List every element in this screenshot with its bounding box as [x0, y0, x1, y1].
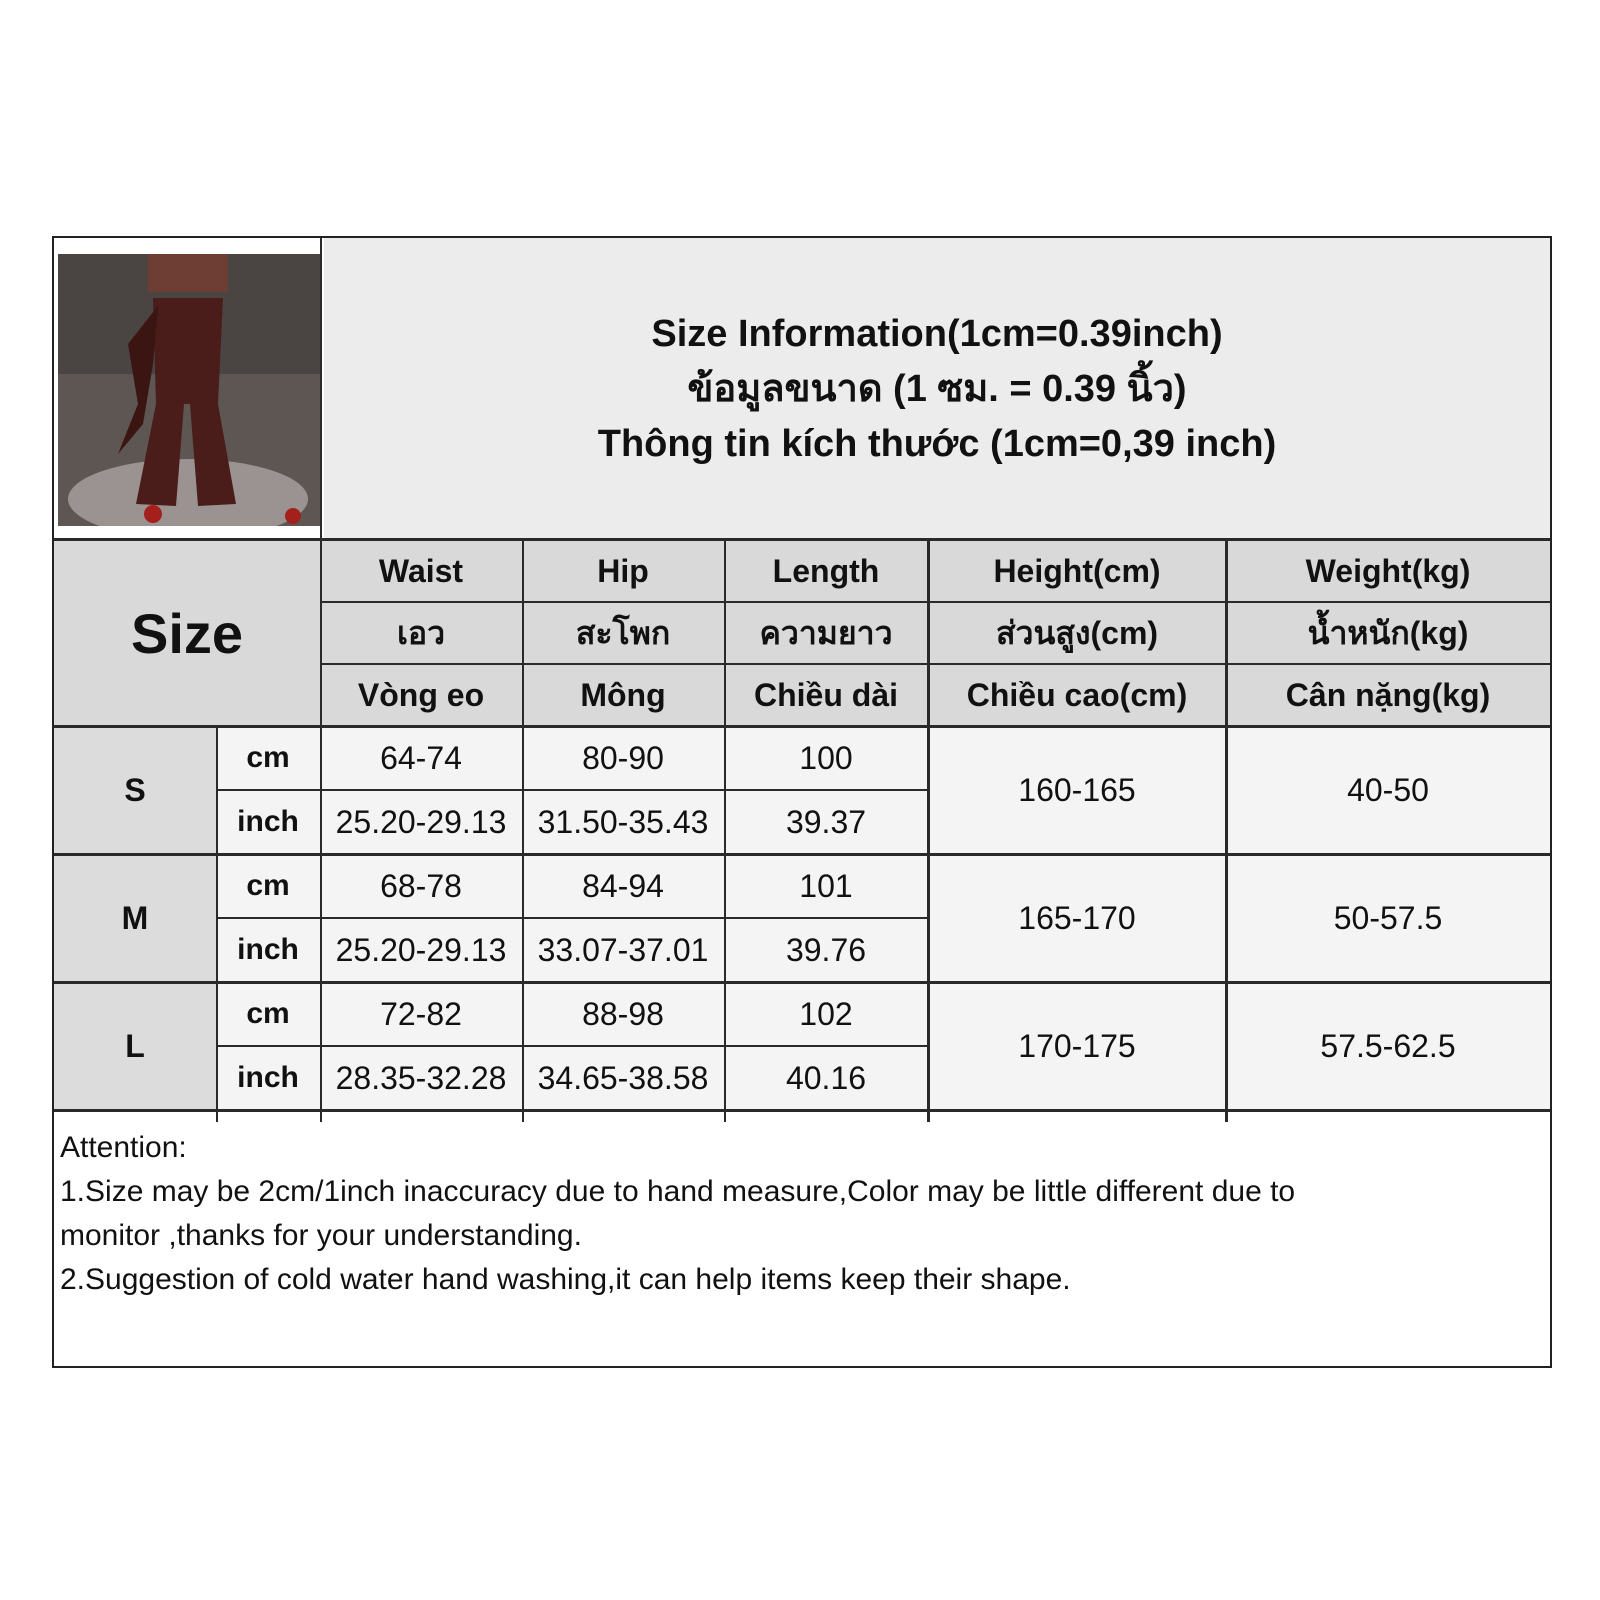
size-label-l: L: [54, 982, 216, 1110]
m-weight: 50-57.5: [1226, 854, 1550, 982]
l-waist-inch: 28.35-32.28: [320, 1046, 522, 1110]
grid-line: [927, 540, 930, 1122]
unit-cm: cm: [216, 726, 320, 790]
col-header-height-th: ส่วนสูง(cm): [928, 602, 1226, 664]
col-header-height-en: Height(cm): [928, 540, 1226, 602]
grid-line: [54, 981, 1550, 984]
col-header-weight-en: Weight(kg): [1226, 540, 1550, 602]
l-length-cm: 102: [724, 982, 928, 1046]
m-hip-cm: 84-94: [522, 854, 724, 918]
s-length-inch: 39.37: [724, 790, 928, 854]
grid-line: [320, 663, 1550, 665]
l-weight: 57.5-62.5: [1226, 982, 1550, 1110]
l-waist-cm: 72-82: [320, 982, 522, 1046]
col-header-length-vi: Chiều dài: [724, 664, 928, 726]
col-header-waist-th: เอว: [320, 602, 522, 664]
title-english: Size Information(1cm=0.39inch): [651, 312, 1223, 355]
grid-line: [724, 540, 726, 1122]
grid-line: [320, 601, 1550, 603]
grid-line: [320, 238, 322, 540]
grid-line: [320, 540, 322, 1122]
col-header-waist-vi: Vòng eo: [320, 664, 522, 726]
title-block: [324, 238, 1550, 540]
m-length-cm: 101: [724, 854, 928, 918]
product-photo-image: [58, 254, 320, 526]
l-hip-inch: 34.65-38.58: [522, 1046, 724, 1110]
m-height: 165-170: [928, 854, 1226, 982]
grid-line: [1225, 540, 1228, 1122]
col-header-waist-en: Waist: [320, 540, 522, 602]
title-thai: ข้อมูลขนาด (1 ซม. = 0.39 นิ้ว): [687, 367, 1187, 410]
grid-line: [216, 1045, 928, 1047]
unit-inch: inch: [216, 1046, 320, 1110]
col-header-weight-th: น้ำหนัก(kg): [1226, 602, 1550, 664]
note-1-line-2: monitor ,thanks for your understanding.: [60, 1219, 582, 1252]
size-chart: [52, 236, 1552, 1368]
col-header-weight-vi: Cân nặng(kg): [1226, 664, 1550, 726]
m-waist-inch: 25.20-29.13: [320, 918, 522, 982]
unit-cm: cm: [216, 854, 320, 918]
s-height: 160-165: [928, 726, 1226, 854]
unit-cm: cm: [216, 982, 320, 1046]
m-length-inch: 39.76: [724, 918, 928, 982]
title-vietnamese: Thông tin kích thước (1cm=0,39 inch): [597, 422, 1277, 465]
note-2: 2.Suggestion of cold water hand washing,it can help items keep their shape.: [60, 1263, 1071, 1296]
grid-line: [216, 789, 928, 791]
l-length-inch: 40.16: [724, 1046, 928, 1110]
grid-line: [54, 853, 1550, 856]
s-waist-cm: 64-74: [320, 726, 522, 790]
col-header-hip-en: Hip: [522, 540, 724, 602]
col-header-length-en: Length: [724, 540, 928, 602]
s-weight: 40-50: [1226, 726, 1550, 854]
col-header-height-vi: Chiều cao(cm): [928, 664, 1226, 726]
attention-notes: [54, 1122, 1550, 1366]
grid-line: [54, 725, 1550, 728]
col-header-length-th: ความยาว: [724, 602, 928, 664]
product-photo: [58, 254, 320, 526]
size-label-m: M: [54, 854, 216, 982]
s-hip-inch: 31.50-35.43: [522, 790, 724, 854]
l-hip-cm: 88-98: [522, 982, 724, 1046]
grid-line: [216, 726, 218, 1122]
size-label-s: S: [54, 726, 216, 854]
grid-line: [522, 540, 524, 1122]
grid-line: [54, 1109, 1550, 1112]
s-length-cm: 100: [724, 726, 928, 790]
s-hip-cm: 80-90: [522, 726, 724, 790]
m-hip-inch: 33.07-37.01: [522, 918, 724, 982]
notes-heading: Attention:: [60, 1131, 187, 1164]
grid-line: [54, 538, 1550, 541]
grid-line: [216, 917, 928, 919]
unit-inch: inch: [216, 918, 320, 982]
s-waist-inch: 25.20-29.13: [320, 790, 522, 854]
size-header: Size: [54, 540, 320, 726]
unit-inch: inch: [216, 790, 320, 854]
col-header-hip-vi: Mông: [522, 664, 724, 726]
m-waist-cm: 68-78: [320, 854, 522, 918]
l-height: 170-175: [928, 982, 1226, 1110]
note-1-line-1: 1.Size may be 2cm/1inch inaccuracy due to hand measure,Color may be little different due to: [60, 1175, 1296, 1208]
col-header-hip-th: สะโพก: [522, 602, 724, 664]
